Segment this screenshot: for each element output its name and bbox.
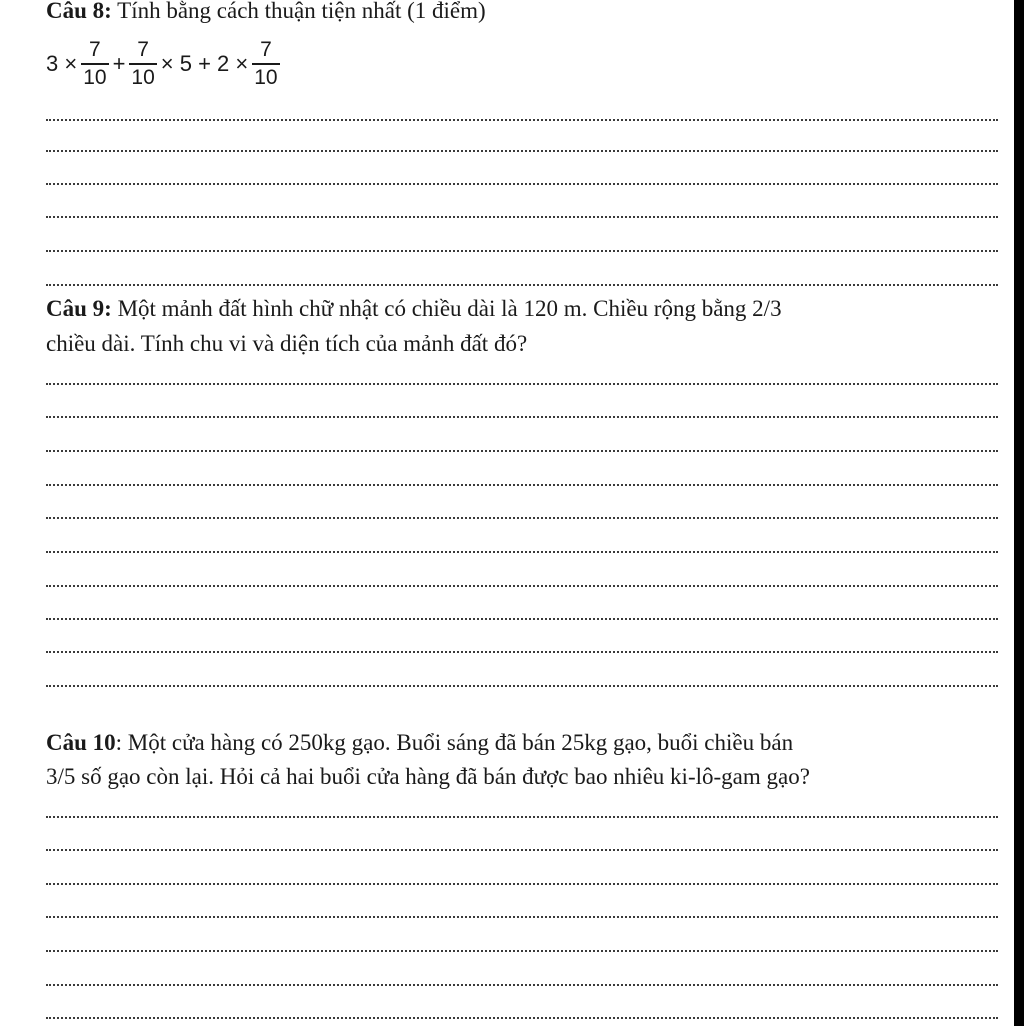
fraction-3-numerator: 7 bbox=[260, 38, 272, 62]
answer-line[interactable] bbox=[46, 250, 998, 252]
formula-term-2: × 5 + 2 × bbox=[160, 51, 249, 76]
answer-line[interactable] bbox=[46, 551, 998, 553]
question-8-text: Tính bằng cách thuận tiện nhất (1 điểm) bbox=[111, 0, 486, 23]
question-9-text-1: Một mảnh đất hình chữ nhật có chiều dài là 120 m. Chiều rộng bằng 2/3 bbox=[111, 296, 782, 321]
fraction-2-denominator: 10 bbox=[131, 65, 155, 89]
question-9-label: Câu 9: bbox=[46, 296, 112, 321]
question-9-line-1 bbox=[46, 292, 782, 326]
answer-line[interactable] bbox=[46, 284, 998, 286]
question-10-text-1: : Một cửa hàng có 250kg gạo. Buổi sáng đã bán 25kg gạo, buổi chiều bán bbox=[115, 730, 794, 755]
fraction-1-denominator: 10 bbox=[83, 65, 107, 89]
answer-line[interactable] bbox=[46, 883, 998, 885]
answer-line[interactable] bbox=[46, 916, 998, 918]
question-10-label: Câu 10 bbox=[46, 730, 116, 755]
fraction-2 bbox=[129, 37, 156, 91]
answer-line[interactable] bbox=[46, 383, 998, 385]
answer-line[interactable] bbox=[46, 216, 998, 218]
question-8-formula bbox=[46, 28, 284, 100]
page-edge-bar bbox=[1014, 0, 1024, 1026]
answer-line[interactable] bbox=[46, 849, 998, 851]
answer-line[interactable] bbox=[46, 618, 998, 620]
answer-line[interactable] bbox=[46, 585, 998, 587]
formula-term-1: 3 × bbox=[46, 51, 78, 76]
fraction-1-numerator: 7 bbox=[89, 38, 101, 62]
answer-line[interactable] bbox=[46, 685, 998, 687]
fraction-1 bbox=[81, 37, 108, 91]
question-10-text-2: 3/5 số gạo còn lại. Hỏi cả hai buổi cửa hàng đã bán được bao nhiêu ki-lô-gam gạo? bbox=[46, 764, 810, 789]
answer-line[interactable] bbox=[46, 150, 998, 152]
question-10-line-2 bbox=[46, 760, 810, 794]
answer-line[interactable] bbox=[46, 950, 998, 952]
answer-line[interactable] bbox=[46, 119, 998, 121]
question-9-line-2 bbox=[46, 327, 527, 361]
fraction-3 bbox=[252, 37, 279, 91]
answer-line[interactable] bbox=[46, 450, 998, 452]
answer-line[interactable] bbox=[46, 484, 998, 486]
answer-line[interactable] bbox=[46, 517, 998, 519]
answer-line[interactable] bbox=[46, 416, 998, 418]
answer-line[interactable] bbox=[46, 984, 998, 986]
answer-line[interactable] bbox=[46, 651, 998, 653]
answer-line[interactable] bbox=[46, 1017, 998, 1019]
question-10-line-1 bbox=[46, 726, 793, 760]
fraction-2-numerator: 7 bbox=[137, 38, 149, 62]
answer-line[interactable] bbox=[46, 183, 998, 185]
answer-line[interactable] bbox=[46, 816, 998, 818]
question-8-label: Câu 8: bbox=[46, 0, 112, 23]
question-9-text-2: chiều dài. Tính chu vi và diện tích của mảnh đất đó? bbox=[46, 331, 528, 356]
fraction-3-denominator: 10 bbox=[254, 65, 278, 89]
question-8-title bbox=[46, 0, 486, 28]
formula-plus: + bbox=[112, 51, 126, 76]
